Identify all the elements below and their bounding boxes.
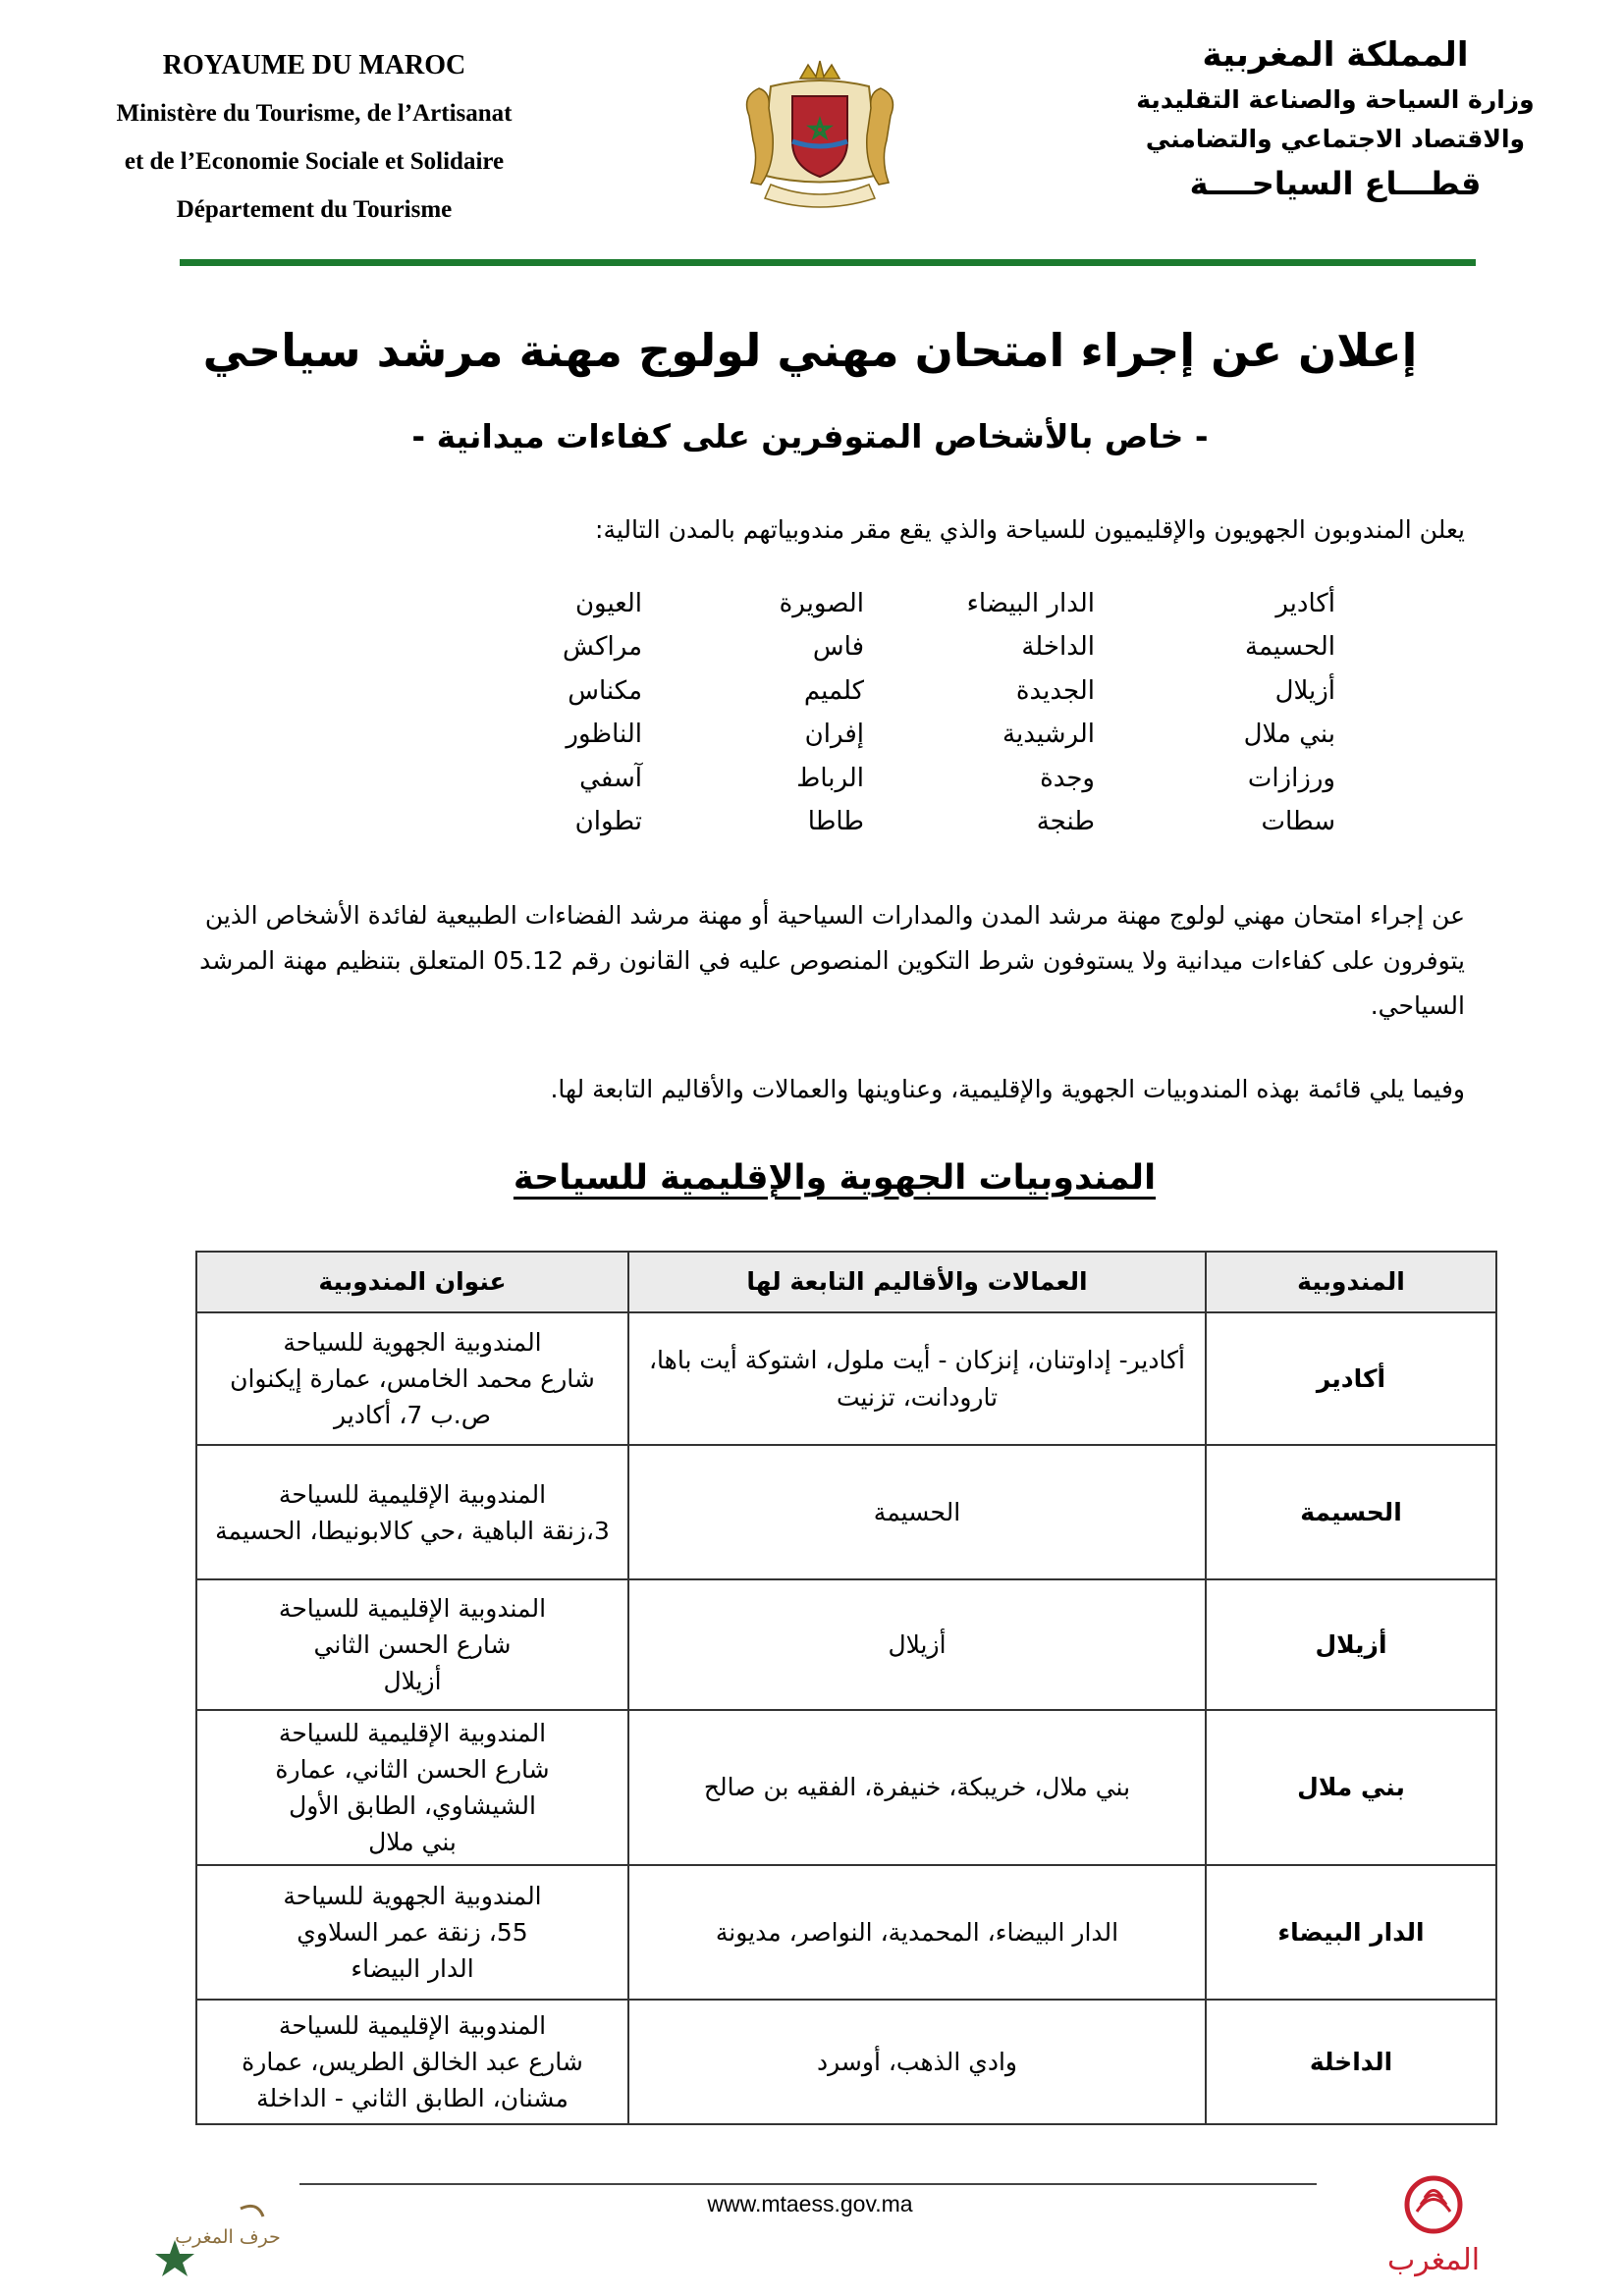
city-item: تطوان xyxy=(574,806,642,836)
city-item: الدار البيضاء xyxy=(966,589,1095,618)
kingdom-fr: ROYAUME DU MAROC xyxy=(162,50,466,80)
office-name-cell: الدار البيضاء xyxy=(1206,1865,1496,2000)
offices-table xyxy=(195,1251,1497,2125)
address-cell: المندوبية الجهوية للسياحة 55، زنقة عمر السلاوي الدار البيضاء xyxy=(196,1865,628,2000)
city-item: بني ملال xyxy=(1243,720,1335,750)
city-item: العيون xyxy=(574,589,642,618)
address-cell: المندوبية الجهوية للسياحة شارع محمد الخامس، عمارة إيكنوان ص.ب 7، أكادير xyxy=(196,1312,628,1445)
header-divider xyxy=(180,259,1476,266)
provinces-cell: أكادير- إداوتنان، إنزكان - أيت ملول، اشتوكة أيت باها، تارودانت، تزنيت xyxy=(628,1312,1206,1445)
header-french xyxy=(59,41,569,234)
kingdom-ar: المملكة المغربية xyxy=(1202,35,1469,75)
table-row xyxy=(196,1579,1496,1710)
city-item: طنجة xyxy=(1036,806,1095,836)
department-ar: قطـــاع السياحــــة xyxy=(1189,165,1482,202)
office-name-cell: أزيلال xyxy=(1206,1579,1496,1710)
address-cell: المندوبية الإقليمية للسياحة شارع الحسن الثاني، عمارة الشيشاوي، الطابق الأول بني ملال xyxy=(196,1710,628,1865)
ministry-fr-line1: Ministère du Tourisme, de l’Artisanat xyxy=(116,100,513,127)
city-item: فاس xyxy=(812,632,864,663)
cities-list xyxy=(432,589,1335,854)
city-item: الجديدة xyxy=(1015,675,1095,706)
city-item: وجدة xyxy=(1040,763,1095,793)
header-office: المندوبية xyxy=(1206,1252,1496,1312)
section-title xyxy=(393,1158,1276,1198)
artisanat-logo-text: حرف المغرب xyxy=(175,2226,281,2248)
ministry-ar-line2: والاقتصاد الاجتماعي والتضامني xyxy=(1145,125,1526,153)
provinces-cell: الدار البيضاء، المحمدية، النواصر، مديونة xyxy=(628,1865,1206,2000)
city-item: طاطا xyxy=(807,806,864,836)
department-fr: Département du Tourisme xyxy=(176,196,453,223)
ministry-fr-line2: et de l’Economie Sociale et Solidaire xyxy=(124,148,505,175)
table-row xyxy=(196,1865,1496,2000)
provinces-cell: الحسيمة xyxy=(628,1445,1206,1579)
address-cell: المندوبية الإقليمية للسياحة 3،زنقة الباهية ،حي كالابونيطا، الحسيمة xyxy=(196,1445,628,1579)
city-item: مكناس xyxy=(568,675,642,706)
city-item: الداخلة xyxy=(1021,632,1095,663)
ministry-ar-line1: وزارة السياحة والصناعة التقليدية xyxy=(1136,85,1535,114)
footer-url[interactable]: www.mtaess.gov.ma xyxy=(707,2191,913,2216)
royal-coat-of-arms-icon xyxy=(731,57,908,214)
table-header-row xyxy=(196,1252,1496,1312)
office-name-cell: بني ملال xyxy=(1206,1710,1496,1865)
footer-divider xyxy=(299,2183,1317,2185)
table-row xyxy=(196,2000,1496,2124)
office-name-cell: الداخلة xyxy=(1206,2000,1496,2124)
header-arabic xyxy=(1129,29,1542,208)
list-intro-paragraph: وفيما يلي قائمة بهذه المندوبيات الجهوية والإقليمية، وعناوينها والعمالات والأقاليم التابعة لها. xyxy=(550,1075,1465,1103)
artisanat-logo xyxy=(147,2189,285,2282)
morocco-logo-text: المغرب xyxy=(1386,2243,1481,2277)
city-item: الرباط xyxy=(796,763,864,793)
announcement-title: إعلان عن إجراء امتحان مهني لولوج مهنة مرشد سياحي xyxy=(202,324,1418,377)
city-item: أزيلال xyxy=(1274,675,1335,706)
section-title-text: المندوبيات الجهوية والإقليمية للسياحة xyxy=(513,1158,1157,1198)
city-item: آسفي xyxy=(579,763,642,793)
table-row xyxy=(196,1445,1496,1579)
city-item: الرشيدية xyxy=(1002,720,1095,750)
provinces-cell: وادي الذهب، أوسرد xyxy=(628,2000,1206,2124)
city-item: الناظور xyxy=(566,720,642,750)
city-item: الحسيمة xyxy=(1245,632,1335,663)
address-cell: المندوبية الإقليمية للسياحة شارع عبد الخالق الطريس، عمارة مشنان، الطابق الثاني - الداخلة xyxy=(196,2000,628,2124)
city-item: مراكش xyxy=(562,632,642,663)
city-item: أكادير xyxy=(1275,589,1335,618)
table-row xyxy=(196,1312,1496,1445)
city-item: الصويرة xyxy=(779,589,864,618)
intro-paragraph: يعلن المندوبون الجهويون والإقليميون للسياحة والذي يقع مقر مندوبياتهم بالمدن التالية: xyxy=(595,515,1465,544)
city-item: سطات xyxy=(1261,806,1335,836)
city-item: ورزازات xyxy=(1247,763,1335,793)
body-paragraph: عن إجراء امتحان مهني لولوج مهنة مرشد المدن والمدارات السياحية أو مهنة مرشد الفضاءات الطبيعية لفائدة الأشخاص الذين يتوفرون على كفاءات ميدانية ولا يستوفون شرط التكوين المنصوص عليه في القانون رقم 05.12 المتعلق بتنظيم مهنة المرشد السياحي. xyxy=(199,901,1465,1020)
table-row xyxy=(196,1710,1496,1865)
office-name-cell: الحسيمة xyxy=(1206,1445,1496,1579)
address-cell: المندوبية الإقليمية للسياحة شارع الحسن الثاني أزيلال xyxy=(196,1579,628,1710)
morocco-tourism-logo xyxy=(1370,2167,1497,2285)
city-item: إفران xyxy=(804,720,864,750)
header-address: عنوان المندوبية xyxy=(196,1252,628,1312)
provinces-cell: بني ملال، خريبكة، خنيفرة، الفقيه بن صالح xyxy=(628,1710,1206,1865)
city-item: كلميم xyxy=(803,675,864,706)
office-name-cell: أكادير xyxy=(1206,1312,1496,1445)
header-provinces: العمالات والأقاليم التابعة لها xyxy=(628,1252,1206,1312)
provinces-cell: أزيلال xyxy=(628,1579,1206,1710)
announcement-subtitle: - خاص بالأشخاص المتوفرين على كفاءات ميدانية - xyxy=(411,417,1209,455)
